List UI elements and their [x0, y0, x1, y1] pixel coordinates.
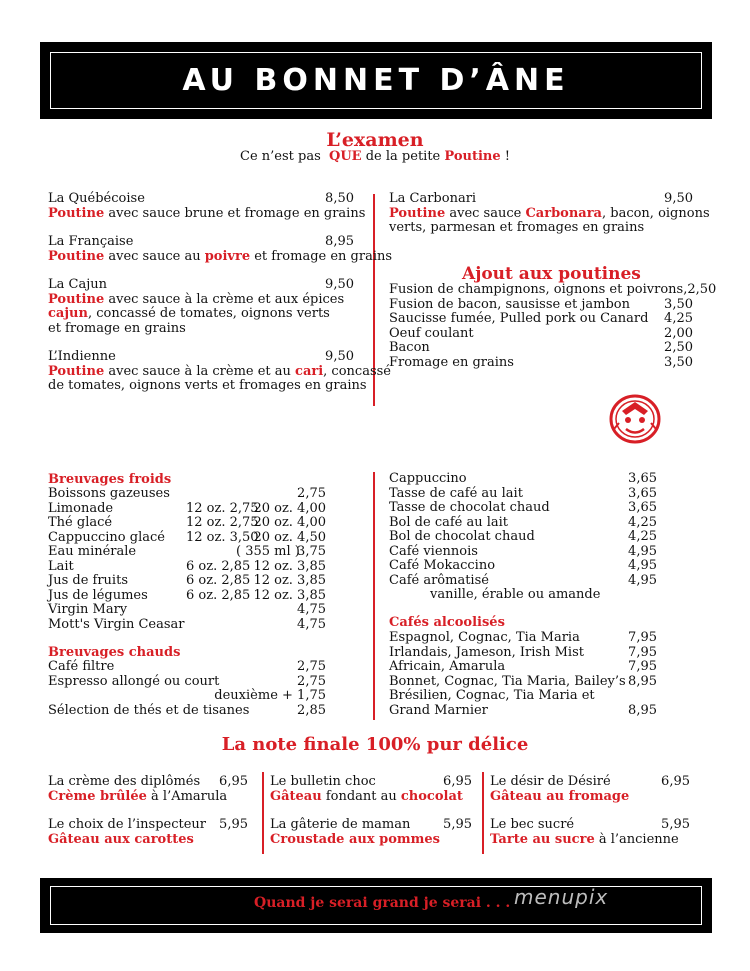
section-title-ajouts: Ajout aux poutines [462, 264, 641, 284]
restaurant-name: AU BONNET D’ÂNE [182, 63, 570, 98]
item-red: Gâteau au fromage [490, 788, 630, 804]
item-name: Oeuf coulant [389, 325, 474, 341]
item-name: Fusion de bacon, sausisse et jambon [389, 296, 630, 312]
item-name: Tasse de chocolat chaud [389, 500, 550, 515]
header-banner [40, 42, 712, 119]
list-item [48, 704, 326, 719]
footer-slogan: Quand je serai grand je serai . . . [254, 895, 511, 911]
list-item [48, 487, 326, 502]
item-size-small: 6 oz. 2,85 [186, 573, 251, 588]
item-price: 8,95 [628, 702, 657, 718]
section-title-examen: L’examen [326, 129, 424, 151]
item-red: Tarte au sucre [490, 831, 595, 847]
item-red: Poutine [48, 205, 105, 221]
list-item [389, 574, 657, 589]
item-name: La gâterie de maman [270, 817, 411, 832]
item-price: 8,50 [325, 191, 354, 206]
item-line1b: , bacon, oignons [601, 205, 710, 221]
item-name: Cappuccino glacé [48, 529, 165, 545]
item-price: 4,75 [297, 616, 326, 632]
item-line1a: avec sauce à la crème et au [104, 363, 296, 379]
item-desc: à l’Amarula [146, 788, 228, 804]
item-price: 7,95 [628, 659, 657, 674]
item-red: Gâteau [270, 788, 322, 804]
item-price: 7,95 [628, 644, 657, 660]
divider-dessert-1 [262, 772, 264, 854]
item-name: Fromage en grains [389, 354, 514, 370]
item-line2: de tomates, oignons verts et fromages en grains [48, 378, 367, 393]
item-price: 3,65 [628, 485, 657, 501]
divider-dessert-2 [482, 772, 484, 854]
tagline-pre: Ce n’est pas [240, 149, 321, 164]
item-red2: cajun [48, 306, 88, 321]
list-item [389, 559, 657, 574]
list-item [389, 545, 657, 560]
list-item [48, 574, 326, 589]
list-item [389, 487, 657, 502]
item-price: 9,50 [325, 277, 354, 292]
item-name: Fusion de champignons, oignons et poivrons, [389, 282, 688, 297]
divider-middle [373, 472, 375, 720]
item-name: La Française [48, 234, 134, 249]
item-desc: avec sauce brune et fromage en grains [104, 205, 366, 221]
item-price: 2,85 [297, 702, 326, 718]
item-red: Crème brûlée [48, 788, 147, 804]
tagline-poutine: Poutine [444, 149, 501, 164]
list-item [48, 618, 326, 633]
menu-item-indienne [48, 349, 391, 394]
ajouts-list [389, 282, 717, 370]
list-item [389, 631, 657, 646]
watermark: menupix [514, 885, 609, 909]
item-name: Thé glacé [48, 515, 113, 530]
item-price: 5,95 [443, 817, 472, 832]
item-size-small: 12 oz. 2,75 [186, 500, 259, 516]
item-line2: verts, parmesan et fromages en grains [389, 220, 645, 235]
list-item [389, 704, 657, 719]
item-price: 5,95 [661, 817, 690, 832]
item-size-large: 20 oz. 4,50 [253, 529, 326, 545]
item-name: L’Indienne [48, 349, 116, 364]
item-size-small: 6 oz. 2,85 [186, 558, 251, 574]
item-price: 3,50 [664, 296, 693, 312]
item-price: 7,95 [628, 630, 657, 645]
menu-item-quebecoise [48, 191, 366, 221]
list-item [389, 341, 693, 356]
list-item [389, 282, 717, 298]
list-item [389, 516, 657, 531]
item-size-large: 12 oz. 3,85 [253, 587, 326, 603]
item-red2: chocolat [400, 788, 463, 804]
item-name: Bol de café au lait [389, 514, 509, 530]
item-price: 6,95 [443, 774, 472, 789]
dessert-item [490, 818, 690, 847]
list-item [48, 560, 326, 575]
item-price: 8,95 [325, 234, 354, 249]
item-name: Sélection de thés et de tisanes [48, 702, 250, 718]
item-name: Le choix de l’inspecteur [48, 817, 206, 832]
item-name: Limonade [48, 500, 114, 516]
list-item [48, 545, 326, 560]
item-name: Jus de fruits [48, 573, 128, 588]
list-item [48, 502, 326, 517]
item-name: Eau minérale [48, 544, 137, 559]
list-item [48, 689, 326, 704]
item-price: 9,50 [325, 349, 354, 364]
item-price: 4,25 [664, 311, 693, 326]
section-title-cafes-alcoolises: Cafés alcoolisés [389, 615, 505, 630]
item-name: Espagnol, Cognac, Tia Maria [389, 630, 580, 645]
item-desc-b: et fromage en grains [250, 248, 393, 264]
item-name: La Cajun [48, 277, 107, 292]
item-line1b: , concassé [323, 363, 391, 379]
dessert-item [48, 818, 248, 847]
aromatise-note: vanille, érable ou amande [430, 587, 601, 602]
item-size-small: 12 oz. 2,75 [186, 515, 259, 530]
item-name: Bonnet, Cognac, Tia Maria, Bailey’s [389, 673, 626, 689]
item-name: Brésilien, Cognac, Tia Maria et [389, 688, 595, 703]
item-price: 2,50 [664, 340, 693, 355]
item-size-small: 12 oz. 3,50 [186, 529, 259, 545]
tagline-mid: de la petite [365, 149, 441, 164]
list-item [389, 472, 657, 487]
list-item [389, 689, 657, 704]
item-red2: Carbonara [525, 205, 602, 221]
list-item [389, 312, 693, 327]
item-name: Café Mokaccino [389, 558, 496, 573]
item-price: 2,75 [297, 486, 326, 501]
item-name: Lait [48, 558, 74, 574]
list-item [48, 603, 326, 618]
item-line1a: avec sauce [445, 205, 526, 221]
footer-banner [40, 878, 712, 933]
item-name: Irlandais, Jameson, Irish Mist [389, 644, 584, 660]
item-name: Café filtre [48, 659, 115, 674]
item-price: 2,00 [664, 325, 693, 341]
item-red: Poutine [48, 248, 105, 264]
list-item [389, 356, 693, 371]
tagline-post: ! [504, 149, 510, 164]
cafes-list [389, 472, 657, 603]
item-name: Virgin Mary [48, 602, 128, 617]
item-price: 3,75 [297, 544, 326, 559]
item-name: Café viennois [389, 543, 478, 559]
tagline-que: QUE [329, 149, 362, 164]
item-line3: et fromage en grains [48, 320, 186, 336]
list-item [389, 530, 657, 545]
item-desc: à l’ancienne [594, 831, 679, 847]
item-name: Cappuccino [389, 471, 467, 486]
item-name: Tasse de café au lait [389, 485, 523, 501]
item-name: La crème des diplômés [48, 774, 201, 789]
item-price: 6,95 [661, 774, 690, 789]
menu-item-carbonari [389, 191, 710, 236]
item-price: 4,95 [628, 572, 657, 588]
item-desc: fondant au [321, 788, 401, 804]
item-price: 6,95 [219, 774, 248, 789]
dessert-item [270, 775, 472, 804]
breuvages-froids-list [48, 487, 326, 632]
list-item [389, 675, 657, 690]
section-title-desserts: La note finale 100% pur délice [221, 734, 529, 755]
list-item [48, 589, 326, 604]
item-red2: cari [295, 363, 324, 379]
menu-item-cajun [48, 278, 354, 336]
item-red: Gâteau aux carottes [48, 831, 194, 847]
tagline [0, 150, 750, 165]
dessert-item [48, 775, 248, 804]
section-title-breuvages-chauds: Breuvages chauds [48, 645, 181, 660]
item-price: 4,25 [628, 529, 657, 544]
item-name: Bacon [389, 340, 430, 355]
item-size-large: 12 oz. 3,85 [253, 573, 326, 588]
item-name: Jus de légumes [48, 587, 148, 603]
item-name: La Carbonari [389, 191, 477, 206]
item-price: 5,95 [219, 817, 248, 832]
menu-item-francaise [48, 234, 393, 264]
list-item [389, 501, 657, 516]
item-price: 3,65 [628, 471, 657, 486]
item-red: Poutine [48, 291, 105, 307]
item-name: Boissons gazeuses [48, 486, 170, 501]
breuvages-chauds-list [48, 660, 326, 718]
item-name: Espresso allongé ou court [48, 673, 220, 689]
item-price: 3,65 [628, 500, 657, 515]
item-name: Le désir de Désiré [490, 774, 611, 789]
item-line2: , concassé de tomates, oignons verts [87, 306, 330, 321]
list-item [48, 516, 326, 531]
item-price: 3,50 [664, 354, 693, 370]
list-item [389, 298, 693, 313]
item-red: Poutine [389, 205, 446, 221]
list-item [48, 675, 326, 690]
item-name: Saucisse fumée, Pulled pork ou Canard [389, 311, 649, 326]
item-price: 2,50 [687, 282, 717, 297]
list-item [389, 327, 693, 342]
item-size-large: 12 oz. 3,85 [253, 558, 326, 574]
list-item [389, 646, 657, 661]
item-name: Mott's Virgin Ceasar [48, 616, 185, 632]
item-size-large: 20 oz. 4,00 [253, 500, 326, 516]
item-price: 4,95 [628, 558, 657, 573]
item-name: Le bulletin choc [270, 774, 376, 789]
dessert-item [490, 775, 690, 804]
item-size-large: 20 oz. 4,00 [253, 515, 326, 530]
item-price: 4,95 [628, 543, 657, 559]
stamp-logo-icon [608, 393, 662, 445]
item-price: 8,95 [628, 673, 657, 689]
item-size-small: ( 355 ml ) [236, 544, 300, 559]
item-name: Café arômatisé [389, 572, 489, 588]
item-name: Grand Marnier [389, 702, 488, 718]
item-price: 2,75 [297, 673, 326, 689]
dessert-item [270, 818, 472, 847]
item-name: La Québécoise [48, 191, 145, 206]
item-red: Poutine [48, 363, 105, 379]
item-size-small: 6 oz. 2,85 [186, 587, 251, 603]
list-item [389, 660, 657, 675]
item-price: 4,25 [628, 514, 657, 530]
item-name: Le bec sucré [490, 817, 575, 832]
item-price: 4,75 [297, 602, 326, 617]
item-red2: poivre [204, 248, 251, 264]
list-item [48, 660, 326, 675]
item-note: deuxième + 1,75 [214, 688, 326, 703]
section-title-breuvages-froids: Breuvages froids [48, 472, 172, 487]
item-desc-a: avec sauce au [104, 248, 205, 264]
item-red: Croustade aux pommes [270, 831, 440, 847]
item-price: 9,50 [664, 191, 693, 206]
item-name: Africain, Amarula [389, 659, 506, 674]
item-name: Bol de chocolat chaud [389, 529, 535, 544]
cafes-alcoolises-list [389, 631, 657, 718]
item-price: 2,75 [297, 659, 326, 674]
list-item [48, 531, 326, 546]
item-line1: avec sauce à la crème et aux épices [104, 291, 345, 307]
